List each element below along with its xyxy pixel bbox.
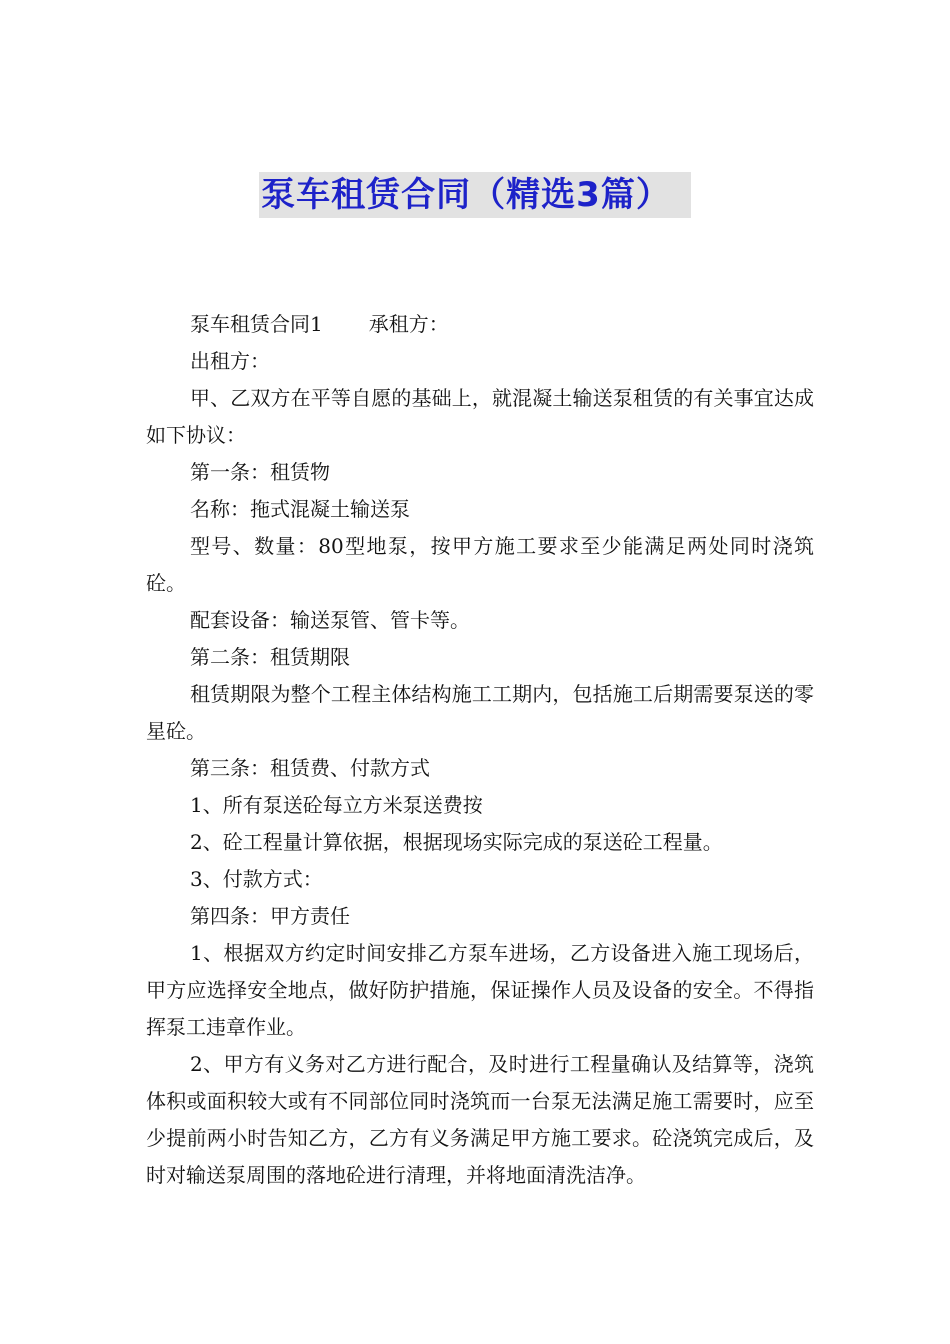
article-4-item-2: 2、甲方有义务对乙方进行配合，及时进行工程量确认及结算等，浇筑体积或面积较大或有不同部位同时浇筑而一台泵无法满足施工需要时，应至少提前两小时告知乙方，乙方有义务满足甲方施工要求。砼浇筑完成后，及时对输送泵周围的落地砼进行清理，并将地面清洗洁净。 [146, 1052, 814, 1187]
lessee-label: 承租方： [368, 312, 449, 336]
document-title: 泵车租赁合同（精选3篇） [259, 172, 691, 218]
article-3-item-3: 3、付款方式： [190, 867, 323, 891]
article-3-item-1: 1、所有泵送砼每立方米泵送费按 [190, 793, 483, 817]
article-3-item-2: 2、砼工程量计算依据，根据现场实际完成的泵送砼工程量。 [190, 830, 723, 854]
article-1-equipment: 配套设备：输送泵管、管卡等。 [190, 608, 470, 632]
paragraph-heading-1 [146, 306, 814, 343]
article-2-body: 租赁期限为整个工程主体结构施工工期内，包括施工后期需要泵送的零星砼。 [146, 682, 814, 743]
article-2-heading: 第二条：租赁期限 [190, 645, 350, 669]
article-4-heading: 第四条：甲方责任 [190, 904, 350, 928]
title-container [0, 172, 950, 218]
article-1-heading: 第一条：租赁物 [190, 460, 330, 484]
document-body [146, 306, 814, 1194]
article-1-model: 型号、数量：80型地泵，按甲方施工要求至少能满足两处同时浇筑砼。 [146, 534, 814, 595]
lessor-label: 出租方： [190, 349, 270, 373]
paragraph-intro: 甲、乙双方在平等自愿的基础上，就混凝土输送泵租赁的有关事宜达成如下协议： [146, 386, 814, 447]
article-3-heading: 第三条：租赁费、付款方式 [190, 756, 430, 780]
contract-number-label: 泵车租赁合同1 [190, 312, 323, 336]
article-1-name: 名称：拖式混凝土输送泵 [190, 497, 410, 521]
article-4-item-1: 1、根据双方约定时间安排乙方泵车进场，乙方设备进入施工现场后，甲方应选择安全地点，做好防护措施，保证操作人员及设备的安全。不得指挥泵工违章作业。 [146, 941, 814, 1039]
